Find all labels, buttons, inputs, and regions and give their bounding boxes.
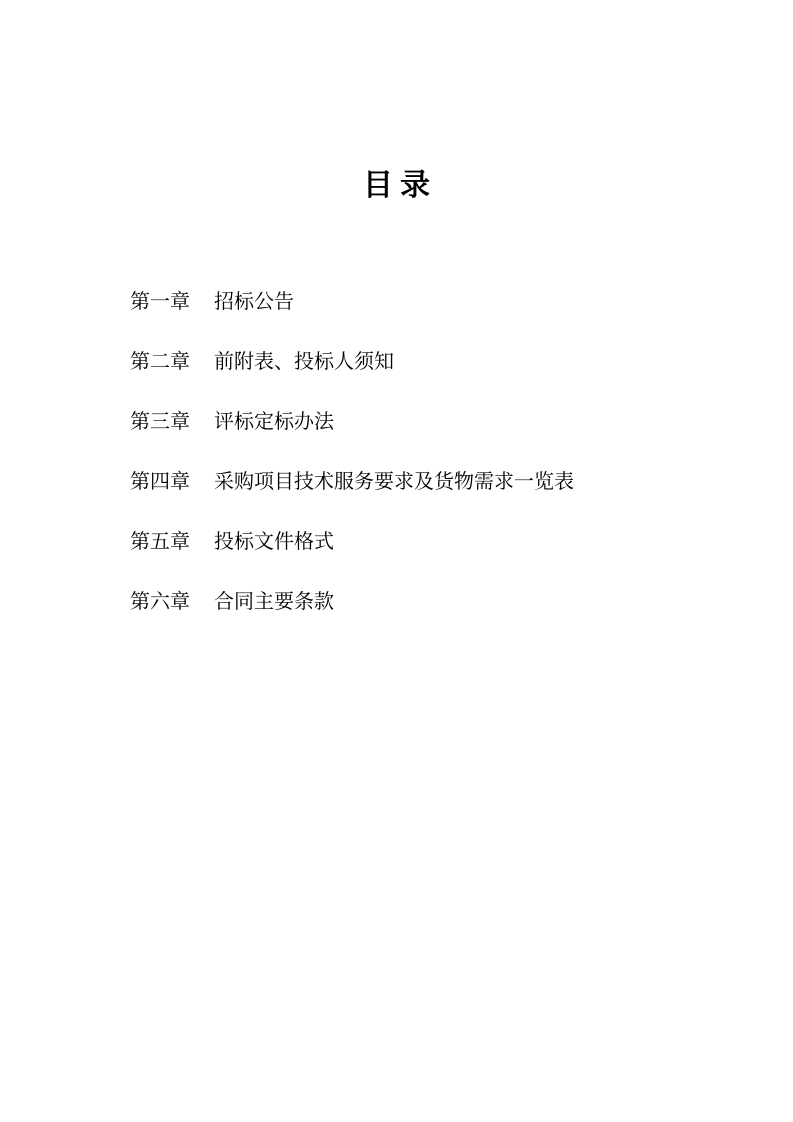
toc-chapter-label: 第四章 bbox=[130, 471, 190, 493]
toc-entry-title: 投标文件格式 bbox=[214, 531, 334, 553]
toc-chapter-label: 第二章 bbox=[130, 351, 190, 373]
toc-entry bbox=[130, 290, 753, 350]
toc-entry bbox=[130, 590, 753, 650]
table-of-contents bbox=[130, 290, 753, 650]
toc-entry bbox=[130, 350, 753, 410]
toc-entry bbox=[130, 530, 753, 590]
toc-chapter-label: 第一章 bbox=[130, 291, 190, 313]
toc-entry-title: 招标公告 bbox=[214, 291, 294, 313]
toc-entry bbox=[130, 410, 753, 470]
page-title: 目录 bbox=[363, 169, 437, 202]
toc-chapter-label: 第五章 bbox=[130, 531, 190, 553]
toc-chapter-label: 第六章 bbox=[130, 591, 190, 613]
toc-entry-title: 评标定标办法 bbox=[214, 411, 334, 433]
toc-entry-title: 合同主要条款 bbox=[214, 591, 334, 613]
toc-chapter-label: 第三章 bbox=[130, 411, 190, 433]
toc-entry-title: 前附表、投标人须知 bbox=[214, 351, 394, 373]
toc-entry bbox=[130, 470, 753, 530]
toc-entry-title: 采购项目技术服务要求及货物需求一览表 bbox=[214, 471, 574, 493]
